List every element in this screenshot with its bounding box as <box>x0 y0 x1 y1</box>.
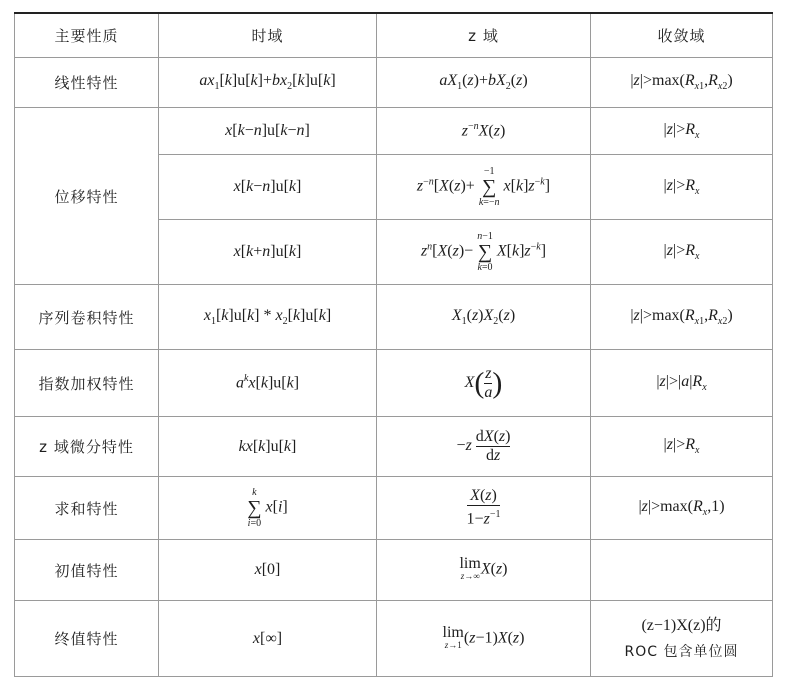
header-row <box>15 13 773 58</box>
header-roc: 收敛域 <box>591 13 773 58</box>
table-row <box>15 350 773 417</box>
time-initial: x[0] <box>159 540 377 601</box>
roc-initial <box>591 540 773 601</box>
roc-final-line1: (z−1)X(z)的 <box>641 616 722 634</box>
roc-linearity: $|z|>\max(R_{x1},R_{x2})$ <box>591 58 773 108</box>
roc-final <box>591 601 773 677</box>
z-shift-1: $z^{-n}X(z)$ <box>377 108 591 155</box>
time-exp-weight: $a^kx[k]u[k]$ <box>159 350 377 417</box>
z-final: lim z→1 (z−1)X(z) <box>377 601 591 677</box>
row-label-exp-weight: 指数加权特性 <box>15 350 159 417</box>
time-z-diff: kx[k]u[k] <box>159 417 377 477</box>
row-label-final: 终值特性 <box>15 601 159 677</box>
row-label-initial: 初值特性 <box>15 540 159 601</box>
time-convolution: $x_1[k]u[k] * x_2[k]u[k]$ <box>159 285 377 350</box>
time-summation: k ∑ i=0 x[i] <box>159 477 377 540</box>
z-exp-weight: X( $\frac{z}{a}$ ) <box>377 350 591 417</box>
table-row <box>15 540 773 601</box>
roc-shift-2: $|z|>R_x$ <box>591 155 773 220</box>
z-shift-3: $z^n[X(z)- n-1$ ∑ k=0 $X[k]z^{-k}$] <box>377 220 591 285</box>
z-initial: lim z→∞ X(z) <box>377 540 591 601</box>
time-linearity: $ax_1[k]u[k]+bx_2[k]u[k]$ <box>159 58 377 108</box>
table-row <box>15 417 773 477</box>
table-row <box>15 601 773 677</box>
row-label-shift: 位移特性 <box>15 108 159 285</box>
roc-final-line2: ROC 包含单位圆 <box>624 643 739 660</box>
z-convolution: $X_1(z)X_2(z)$ <box>377 285 591 350</box>
row-label-convolution: 序列卷积特性 <box>15 285 159 350</box>
roc-shift-3: $|z|>R_x$ <box>591 220 773 285</box>
table-row <box>15 58 773 108</box>
row-label-z-diff: z 域微分特性 <box>15 417 159 477</box>
table-row <box>15 285 773 350</box>
z-summation: $\frac{X(z)}{1-z^{-1}}$ <box>377 477 591 540</box>
roc-z-diff: $|z|>R_x$ <box>591 417 773 477</box>
table-row <box>15 108 773 155</box>
roc-convolution: $|z|>\max(R_{x1},R_{x2})$ <box>591 285 773 350</box>
row-label-linearity: 线性特性 <box>15 58 159 108</box>
header-z-domain: z 域 <box>377 13 591 58</box>
time-final: x[∞] <box>159 601 377 677</box>
header-property: 主要性质 <box>15 13 159 58</box>
z-z-diff: −z $\frac{dX(z)}{dz}$ <box>377 417 591 477</box>
time-shift-1: x[k−n]u[k−n] <box>159 108 377 155</box>
roc-shift-1: $|z|>R_x$ <box>591 108 773 155</box>
time-shift-2: x[k−n]u[k] <box>159 155 377 220</box>
header-time-domain: 时域 <box>159 13 377 58</box>
z-shift-2: $z^{-n}[X(z)+ -1$ ∑ k=−n $x[k]z^{-k}$] <box>377 155 591 220</box>
z-linearity: $aX_1(z)+bX_2(z)$ <box>377 58 591 108</box>
roc-exp-weight: $|z|>|a|R_x$ <box>591 350 773 417</box>
properties-table <box>14 12 772 677</box>
row-label-summation: 求和特性 <box>15 477 159 540</box>
time-shift-3: x[k+n]u[k] <box>159 220 377 285</box>
roc-summation: $|z|>\max(R_x,1)$ <box>591 477 773 540</box>
table-row <box>15 477 773 540</box>
